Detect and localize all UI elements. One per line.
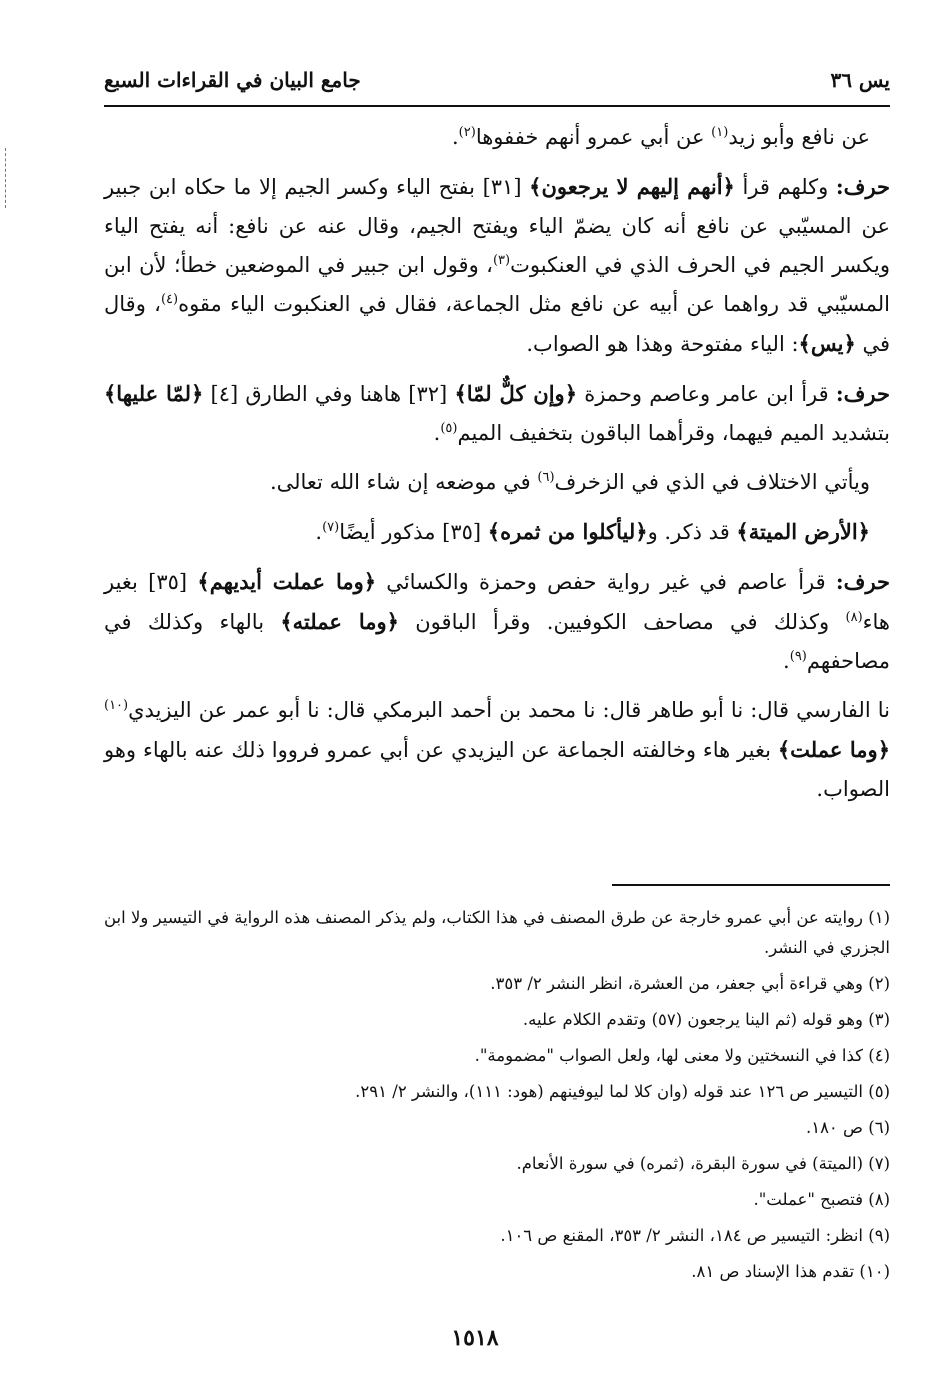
text: . xyxy=(451,125,459,149)
footnote: (٩) انظر: التيسير ص ١٨٤، النشر ٢/ ٣٥٣، المقنع ص ١٠٦. xyxy=(500,1226,890,1245)
margin-mark xyxy=(5,148,9,208)
text: . xyxy=(315,520,323,544)
text: بالهاء وكذلك في مصاحفهم xyxy=(104,610,890,673)
footnote: (٣) وهو قوله (ثم الينا يرجعون (٥٧) وتقدم الكلام عليه. xyxy=(522,1010,890,1029)
quran-quote: ﴿لمّا عليها﴾ xyxy=(104,381,204,406)
section-lead: حرف: xyxy=(835,174,891,199)
paragraph-6 xyxy=(104,562,890,681)
footnotes xyxy=(104,903,890,1293)
text: بغير هاء وخالفته الجماعة عن اليزيدي عن أبي عمرو فرووا ذلك عنه بالهاء وهو الصواب. xyxy=(104,738,890,801)
footnote-ref[interactable]: (٢) xyxy=(458,125,476,140)
text: قرأ عاصم في غير رواية حفص وحمزة والكسائي xyxy=(376,570,836,594)
text: عن نافع وأبو زيد xyxy=(728,125,870,149)
footnote-ref[interactable]: (١٠) xyxy=(104,698,129,713)
section-lead: حرف: xyxy=(835,569,891,594)
text: نا الفارسي قال: نا أبو طاهر قال: نا محمد بن أحمد البرمكي قال: نا أبو عمر عن اليزيدي xyxy=(128,698,890,722)
header-book-title: جامع البيان في القراءات السبع xyxy=(104,68,361,92)
text: . xyxy=(783,649,790,673)
text: [٣٥] بغير هاء xyxy=(104,570,890,634)
text: [٣٥] مذكور أيضًا xyxy=(339,520,488,544)
footnote: (٨) فتصبح "عملت". xyxy=(753,1190,890,1209)
text: ، وقال في xyxy=(104,292,890,356)
text: قرأ ابن عامر وعاصم وحمزة xyxy=(577,382,836,406)
paragraph-4 xyxy=(104,463,890,502)
text: في موضعه إن شاء الله تعالى. xyxy=(269,470,538,494)
text: بتشديد الميم فيهما، وقرأهما الباقون بتخفيف الميم xyxy=(457,421,890,445)
quran-quote: ﴿وما عملت﴾ xyxy=(777,737,890,762)
text: . xyxy=(433,421,441,445)
quran-quote: ﴿وما عملت أيديهم﴾ xyxy=(197,569,377,594)
quran-quote: ﴿ليأكلوا من ثمره﴾ xyxy=(487,519,648,544)
quran-quote: ﴿الأرض الميتة﴾ xyxy=(736,519,870,544)
paragraph-2 xyxy=(104,167,890,364)
text: ويأتي الاختلاف في الذي في الزخرف xyxy=(554,470,870,494)
header-rule xyxy=(104,105,890,107)
footnote-separator xyxy=(612,884,890,886)
footnote-ref[interactable]: (٧) xyxy=(322,520,340,535)
paragraph-1 xyxy=(104,118,890,157)
running-header xyxy=(104,58,890,102)
footnote: (٤) كذا في النسختين ولا معنى لها، ولعل الصواب "مضمومة". xyxy=(474,1046,890,1065)
text: قد ذكر. و xyxy=(647,520,737,544)
footnote: (٢) وهي قراءة أبي جعفر، من العشرة، انظر النشر ٢/ ٣٥٣. xyxy=(490,974,890,993)
footnote: (٦) ص ١٨٠. xyxy=(805,1118,890,1137)
paragraph-7 xyxy=(104,691,890,809)
footnote-ref[interactable]: (١) xyxy=(711,125,729,140)
text: وكذلك في مصاحف الكوفيين. وقرأ الباقون xyxy=(398,610,846,634)
footnote: (٥) التيسير ص ١٢٦ عند قوله (وان كلا لما ليوفينهم (هود: ١١١)، والنشر ٢/ ٢٩١. xyxy=(355,1082,890,1101)
text: : الياء مفتوحة وهذا هو الصواب. xyxy=(526,332,799,356)
text: عن أبي عمرو أنهم خففوها xyxy=(475,125,712,149)
footnote-ref[interactable]: (٩) xyxy=(789,649,807,664)
paragraph-5 xyxy=(104,512,890,552)
footnote: (١) روايته عن أبي عمرو خارجة عن طرق المصنف في هذا الكتاب، ولم يذكر المصنف هذه الرواية في التيسير ولا ابن الجزري في النشر. xyxy=(104,908,890,957)
text: وكلهم قرأ xyxy=(734,175,836,199)
footnote-ref[interactable]: (٥) xyxy=(440,421,458,436)
footnote-ref[interactable]: (٦) xyxy=(537,470,555,485)
quran-quote: ﴿يس﴾ xyxy=(798,331,856,356)
text: [٣١] بفتح الياء وكسر الجيم إلا ما حكاه ابن جبير عن المسيّبي عن نافع أنه كان يضمّ الياء ويفتح الجيم، وقال عنه عن نافع: أنه يفتح الياء ويكسر الجيم في الحرف الذي في العنكبوت xyxy=(104,175,890,277)
footnote-ref[interactable]: (٨) xyxy=(845,610,863,625)
text: [٣٢] هاهنا وفي الطارق [٤] xyxy=(203,382,455,406)
footnote: (٧) (الميتة) في سورة البقرة، (ثمره) في سورة الأنعام. xyxy=(516,1154,890,1173)
text: ، وقول ابن جبير في الموضعين خطأ؛ لأن ابن المسيّبي قد رواهما عن أبيه عن نافع مثل الجماعة، فقال في العنكبوت الياء مقوه xyxy=(104,253,891,316)
paragraph-3 xyxy=(104,374,890,453)
page-number: ١٥١٨ xyxy=(451,1325,499,1351)
footnote: (١٠) تقدم هذا الإسناد ص ٨١. xyxy=(691,1262,890,1281)
header-surah: يس ٣٦ xyxy=(830,68,890,92)
quran-quote: ﴿أنهم إليهم لا يرجعون﴾ xyxy=(529,174,735,199)
footnote-ref[interactable]: (٤) xyxy=(160,292,179,307)
quran-quote: ﴿وما عملته﴾ xyxy=(280,609,399,634)
footnote-ref[interactable]: (٣) xyxy=(492,253,511,268)
quran-quote: ﴿وإن كلٌّ لمّا﴾ xyxy=(454,381,577,406)
main-text xyxy=(104,118,890,819)
section-lead: حرف: xyxy=(835,381,890,406)
